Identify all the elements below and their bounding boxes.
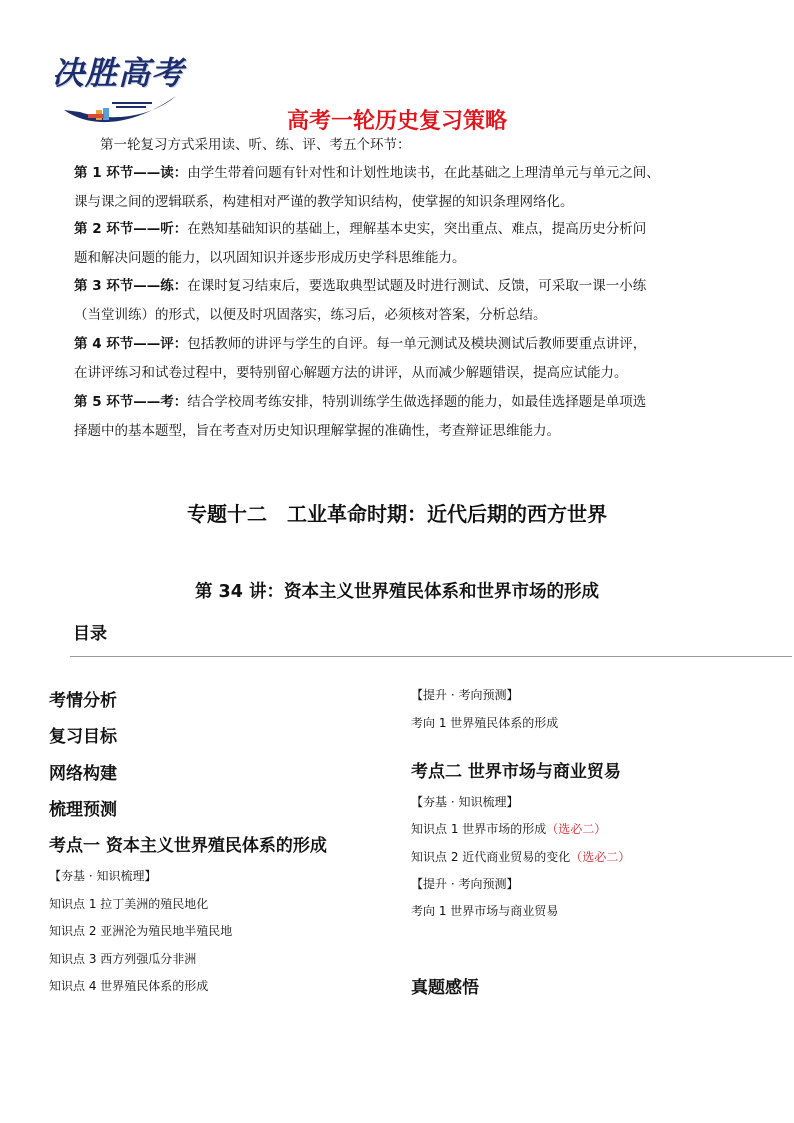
toc-link-item[interactable]: 知识点 2 亚洲沦为殖民地半殖民地 — [49, 924, 233, 938]
toc-link-item[interactable]: 考向 1 世界殖民体系的形成 — [411, 716, 559, 730]
tag-xuanbi: （选必二） — [546, 822, 607, 836]
lecture-title: 第 34 讲：资本主义世界殖民体系和世界市场的形成 — [194, 582, 600, 602]
toc-item-label: 知识点 1 世界市场的形成 — [411, 822, 547, 836]
toc-link-review-goals[interactable]: 复习目标 — [49, 727, 117, 747]
step-text: 结合学校周考练安排，特别训练学生做选择题的能力，如最佳选择题是单项选 — [187, 394, 647, 410]
step-text: 择题中的基本题型，旨在考查对历史知识理解掌握的准确性，考查辩证思维能力。 — [74, 423, 560, 439]
step-label: 第 4 环节——评： — [74, 336, 188, 352]
toc-subheading: 【提升 · 考向预测】 — [411, 877, 519, 891]
intro-text: 第一轮复习方式采用读、听、练、评、考五个环节： — [100, 137, 411, 153]
step-label: 第 5 环节——考： — [74, 394, 188, 410]
step-text: 在讲评练习和试卷过程中，要特别留心解题方法的讲评，从而减少解题错误，提高应试能力。 — [74, 365, 628, 381]
toc-link-item[interactable]: 知识点 1 拉丁美洲的殖民地化 — [49, 897, 209, 911]
toc-subheading: 【提升 · 考向预测】 — [411, 688, 519, 702]
toc-link-item[interactable] — [411, 820, 606, 837]
divider — [70, 656, 792, 657]
toc-link-item[interactable]: 考向 1 世界市场与商业贸易 — [411, 904, 559, 918]
toc-link-item[interactable] — [411, 848, 630, 865]
toc-link-section-2[interactable]: 考点二 世界市场与商业贸易 — [411, 762, 621, 782]
toc-link-exam-analysis[interactable]: 考情分析 — [49, 691, 117, 711]
toc-subheading: 【夯基 · 知识梳理】 — [49, 869, 157, 883]
step-text: 在课时复习结束后，要选取典型试题及时进行测试、反馈，可采取一课一小练 — [187, 278, 647, 294]
toc-link-sort-predict[interactable]: 梳理预测 — [49, 800, 117, 820]
toc-link-section-1[interactable]: 考点一 资本主义世界殖民体系的形成 — [49, 836, 327, 856]
page-title: 高考一轮历史复习策略 — [286, 109, 507, 134]
step-text: 课与课之间的逻辑联系，构建相对严谨的教学知识结构，使掌握的知识条理网络化。 — [74, 194, 574, 210]
logo-text: 决胜高考 — [52, 54, 185, 92]
topic-title: 专题十二 工业革命时期：近代后期的西方世界 — [187, 502, 607, 526]
toc-subheading: 【夯基 · 知识梳理】 — [411, 795, 519, 809]
step-text: （当堂训练）的形式，以便及时巩固落实，练习后，必须核对答案，分析总结。 — [74, 307, 547, 323]
toc-link-network[interactable]: 网络构建 — [49, 764, 117, 784]
step-text: 包括教师的讲评与学生的自评。每一单元测试及模块测试后教师要重点讲评， — [187, 336, 647, 352]
step-text: 在熟知基础知识的基础上，理解基本史实，突出重点、难点，提高历史分析问 — [187, 221, 647, 237]
step-label: 第 3 环节——练： — [74, 278, 188, 294]
step-2 — [74, 215, 724, 273]
tag-xuanbi: （选必二） — [570, 850, 631, 864]
step-1 — [74, 159, 724, 217]
toc-title: 目录 — [73, 624, 107, 644]
step-4 — [74, 330, 724, 388]
step-label: 第 2 环节——听： — [74, 221, 188, 237]
step-5 — [74, 388, 724, 446]
toc-link-item[interactable]: 知识点 3 西方列强瓜分非洲 — [49, 952, 197, 966]
step-text: 题和解决问题的能力，以巩固知识并逐步形成历史学科思维能力。 — [74, 250, 466, 266]
step-label: 第 1 环节——读： — [74, 165, 188, 181]
step-3 — [74, 272, 724, 330]
toc-item-label: 知识点 2 近代商业贸易的变化 — [411, 850, 571, 864]
step-text: 由学生带着问题有针对性和计划性地读书，在此基础之上理清单元与单元之间、 — [187, 165, 660, 181]
toc-link-real-exam[interactable]: 真题感悟 — [411, 978, 479, 998]
toc-link-item[interactable]: 知识点 4 世界殖民体系的形成 — [49, 979, 209, 993]
